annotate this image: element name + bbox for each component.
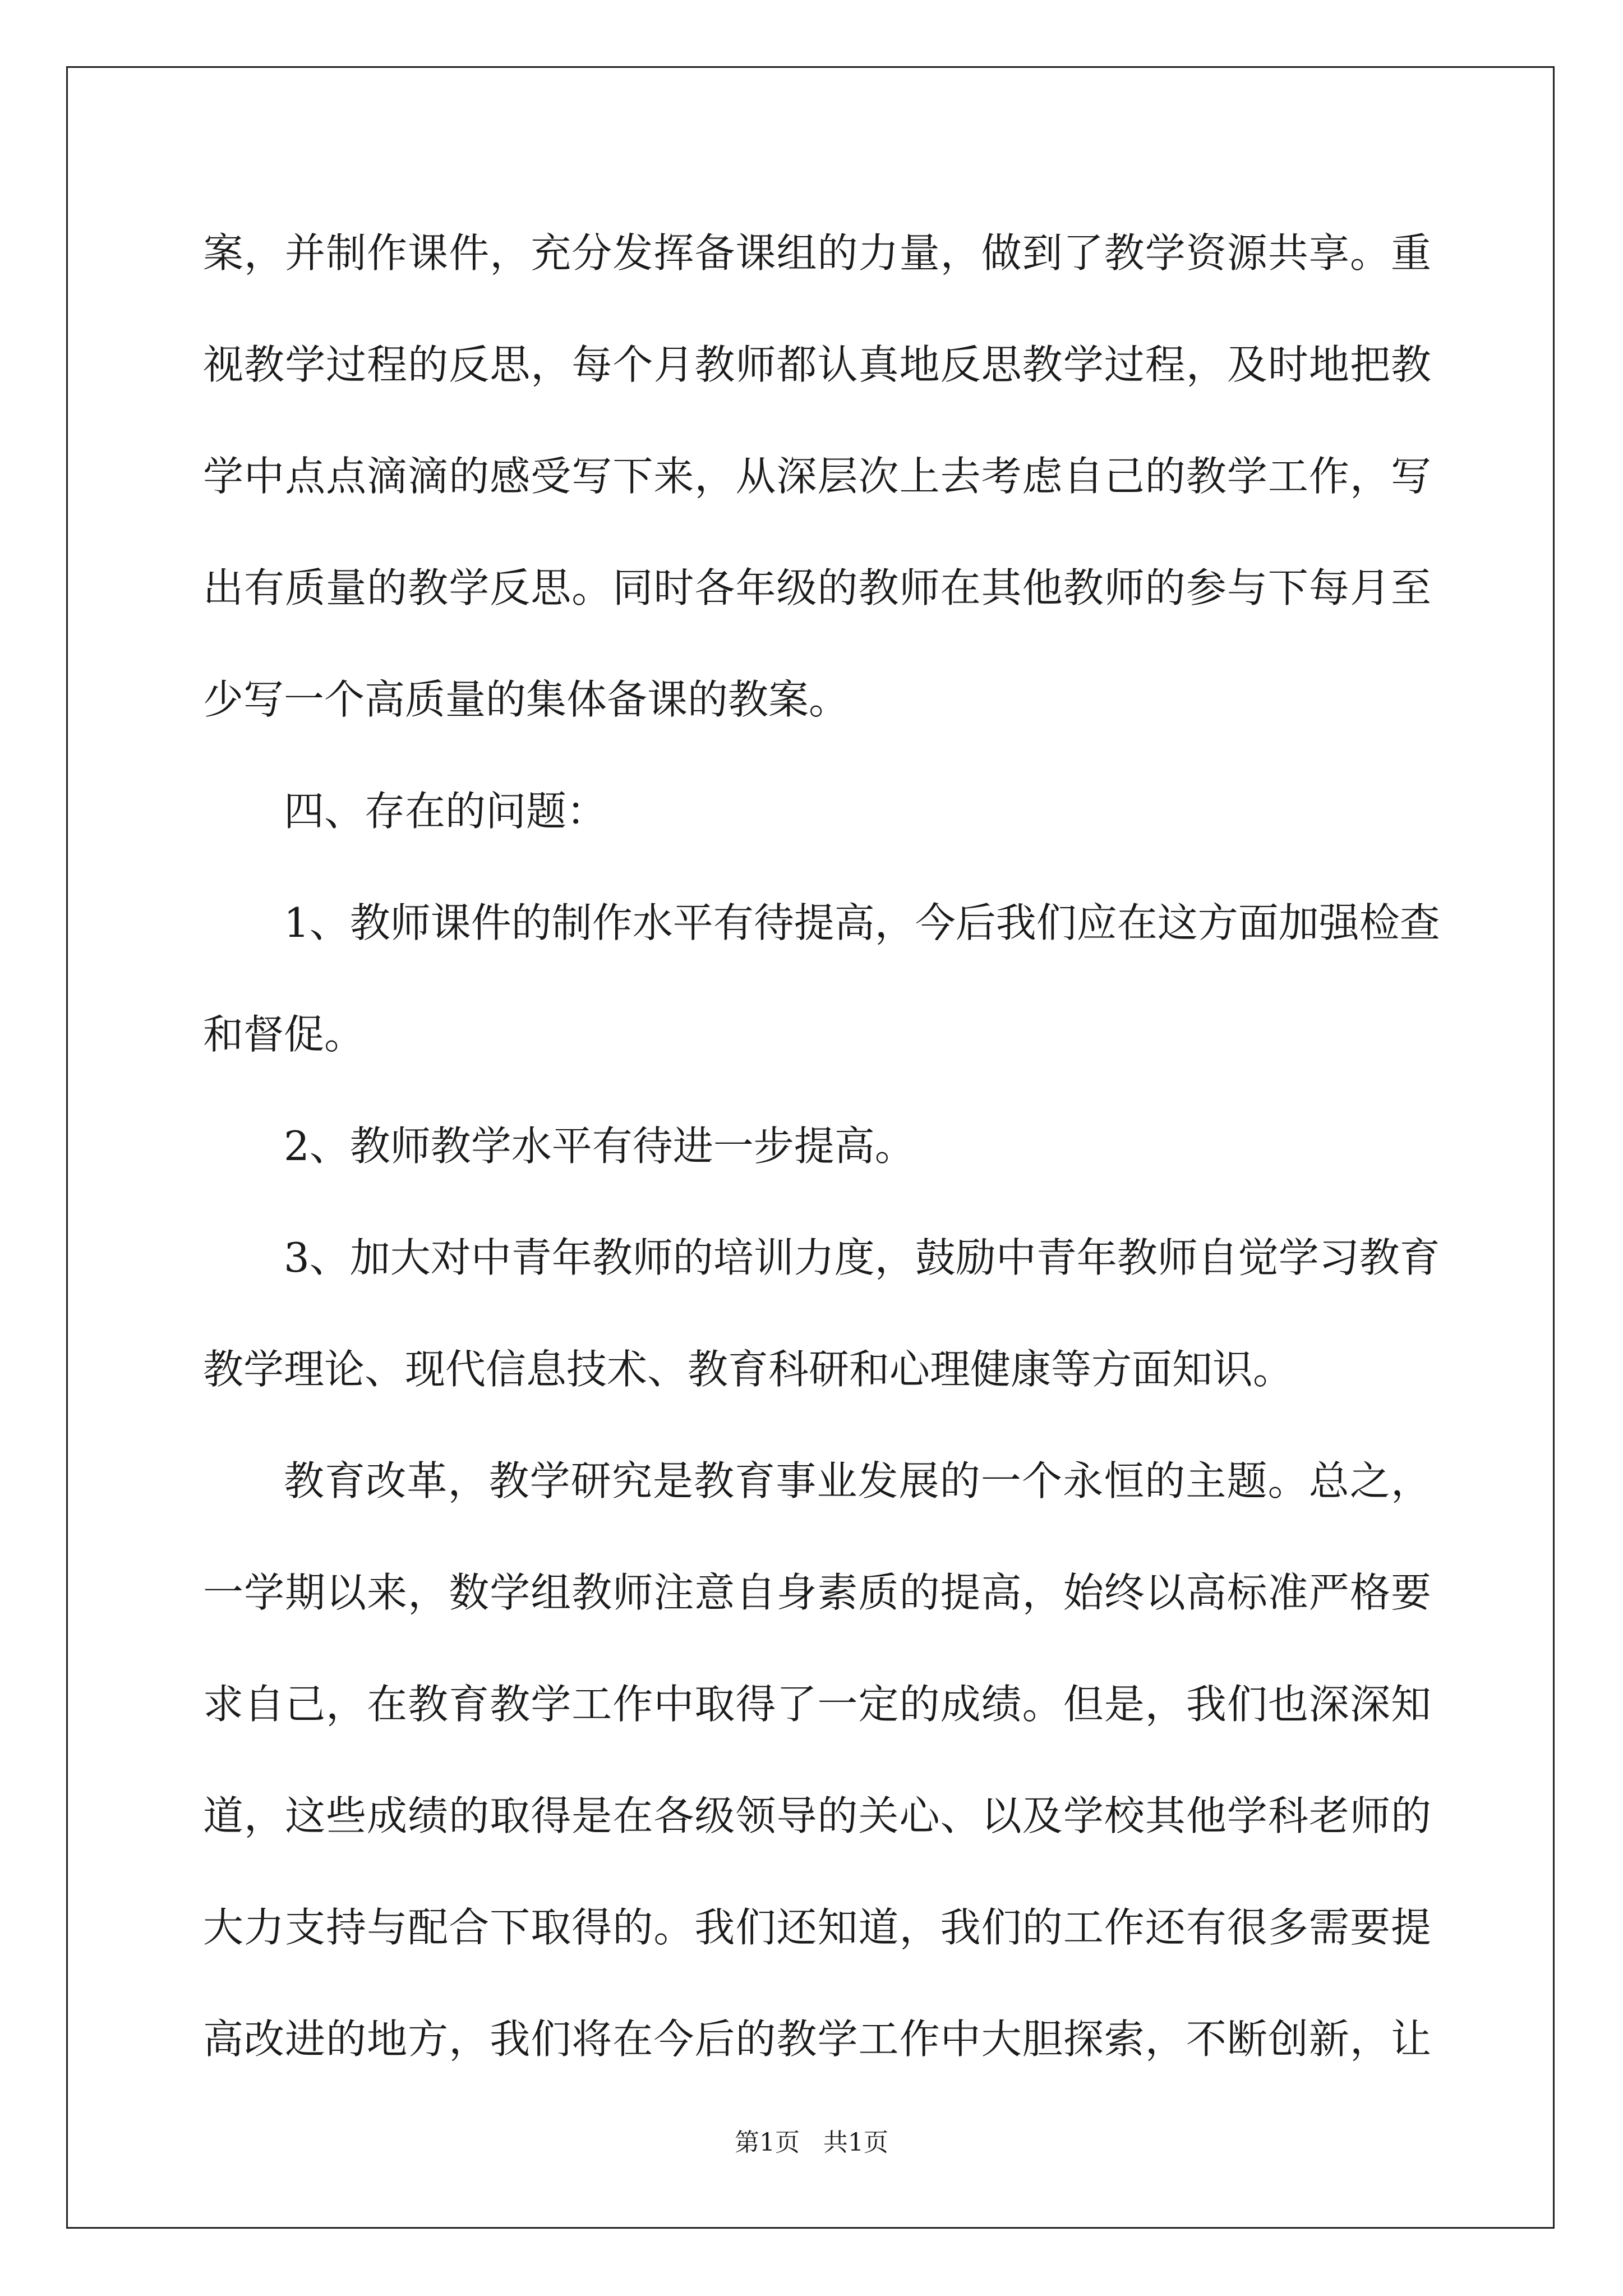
text-line: 四、存在的问题：: [284, 788, 607, 835]
text-line: 案，并制作课件，充分发挥备课组的力量，做到了教学资源共享。重: [203, 229, 1431, 277]
text-line: 少写一个高质量的集体备课的教案。: [203, 676, 850, 723]
document-body: [203, 197, 1440, 2095]
text-line: 3、加大对中青年教师的培训力度，鼓励中青年教师自觉学习教育: [284, 1234, 1440, 1281]
text-line: 高改进的地方，我们将在今后的教学工作中大胆探索，不断创新，让: [203, 2016, 1431, 2063]
text-line: 出有质量的教学反思。同时各年级的教师在其他教师的参与下每月至: [203, 564, 1431, 611]
text-line: 大力支持与配合下取得的。我们还知道，我们的工作还有很多需要提: [203, 1904, 1431, 1951]
text-line: 教育改革，教学研究是教育事业发展的一个永恒的主题。总之，: [284, 1457, 1431, 1504]
text-line: 学中点点滴滴的感受写下来，从深层次上去考虑自己的教学工作，写: [203, 453, 1431, 500]
text-line: 和督促。: [203, 1011, 365, 1058]
text-line: 2、教师教学水平有待进一步提高。: [284, 1122, 915, 1170]
text-line: 求自己，在教育教学工作中取得了一定的成绩。但是，我们也深深知: [203, 1681, 1431, 1728]
text-line: 1、教师课件的制作水平有待提高，今后我们应在这方面加强检查: [284, 899, 1440, 946]
text-line: 教学理论、现代信息技术、教育科研和心理健康等方面知识。: [203, 1346, 1294, 1393]
text-line: 一学期以来，数学组教师注意自身素质的提高，始终以高标准严格要: [203, 1569, 1431, 1616]
text-line: 视教学过程的反思，每个月教师都认真地反思教学过程，及时地把教: [203, 341, 1431, 388]
text-line: 道，这些成绩的取得是在各级领导的关心、以及学校其他学科老师的: [203, 1792, 1431, 1839]
page-footer: 第1页 共1页: [735, 2128, 888, 2157]
